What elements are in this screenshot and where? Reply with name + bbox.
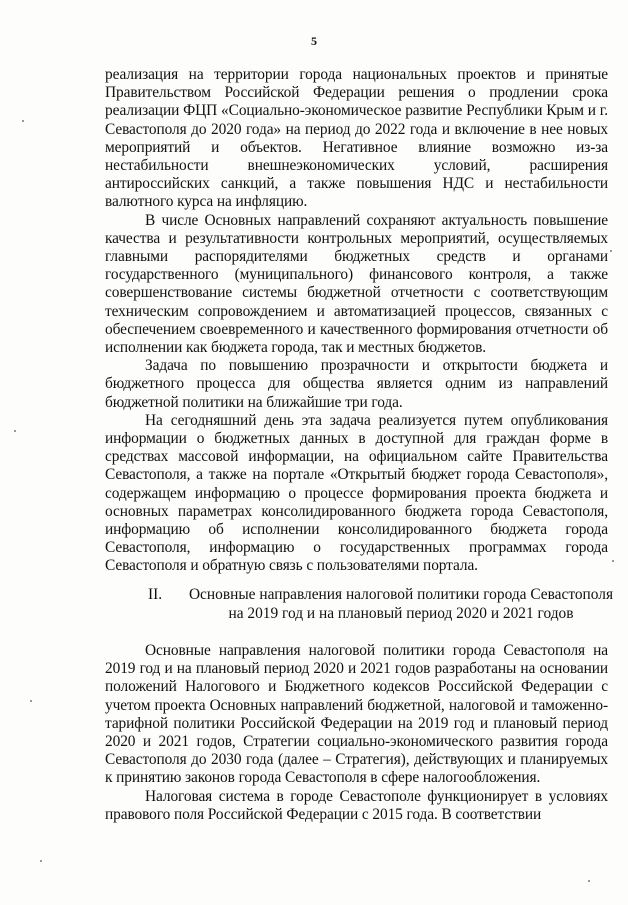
- scan-speck: [22, 120, 24, 122]
- paragraph: На сегодняшний день эта задача реализуется путем опубликования информации о бюджетных данных в доступной для граждан форме в средствах массовой информации, на официальном сайте Правительства Севастополя, а также на портале «Открытый бюджет города Севастополя», содержащем информацию о процессе формирования проекта бюджета и основных параметрах консолидированного бюджета города Севастополя, информацию об исполнении консолидированного бюджета города Севастополя, информацию о государственных программах города Севастополя и обратную связь с пользователями портала.: [105, 411, 608, 575]
- body-text-intro: [105, 66, 608, 576]
- scan-speck: [612, 560, 614, 562]
- scan-speck: [610, 250, 612, 252]
- paragraph: Налоговая система в городе Севастополе функционирует в условиях правового поля Российской Федерации с 2015 года. В соответствии: [105, 787, 608, 823]
- section-title: Основные направления налоговой политики города Севастополя на 2019 год и на плановый период 2020 и 2021 годов: [188, 586, 614, 622]
- paragraph: реализация на территории города национальных проектов и принятые Правительством Российской Федерации решения о продлении срока реализации ФЦП «Социально-экономическое развитие Республики Крым и г. Севастополя до 2020 года» на период до 2022 года и включение в нее новых мероприятий и объектов. Негативное влияние возможно из-за нестабильности внешнеэкономических условий, расширения антироссийских санкций, а также повышения НДС и нестабильности валютного курса на инфляцию.: [105, 66, 608, 211]
- section-number: II.: [148, 586, 163, 603]
- page-number: 5: [311, 34, 317, 48]
- paragraph: В числе Основных направлений сохраняют актуальность повышение качества и результативности контрольных мероприятий, осуществляемых главными распорядителями бюджетных средств и органами государственного (муниципального) финансового контроля, а также совершенствование системы бюджетной отчетности с соответствующим техническим сопровождением и автоматизацией процессов, связанных с обеспечением своевременного и качественного формирования отчетности об исполнении как бюджета города, так и местных бюджетов.: [105, 211, 608, 357]
- scan-speck: [30, 700, 32, 702]
- paragraph: Основные направления налоговой политики города Севастополя на 2019 год и на плановый период 2020 и 2021 годов разработаны на основании положений Налогового и Бюджетного кодексов Российской Федерации с учетом проекта Основных направлений бюджетной, налоговой и таможенно-тарифной политики Российской Федерации на 2019 год и плановый период 2020 и 2021 годов, Стратегии социально-экономического развития города Севастополя до 2030 года (далее – Стратегия), действующих и планируемых к принятию законов города Севастополя в сфере налогообложения.: [105, 642, 608, 787]
- scan-speck: [14, 430, 16, 432]
- body-text-tax-policy: [105, 642, 608, 824]
- paragraph: Задача по повышению прозрачности и открытости бюджета и бюджетного процесса для общества является одним из направлений бюджетной политики на ближайшие три года.: [105, 357, 608, 411]
- scan-speck: [588, 880, 590, 882]
- scan-speck: [40, 860, 42, 862]
